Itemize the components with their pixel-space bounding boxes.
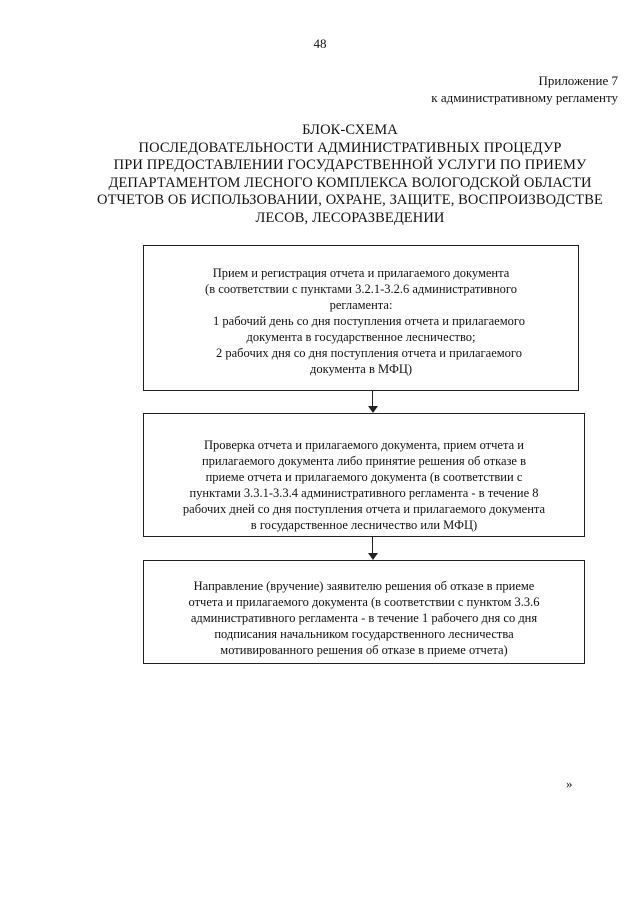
step-text-line: 1 рабочий день со дня поступления отчета и прилагаемого <box>213 314 525 328</box>
step-text-line: подписания начальником государственного лесничества <box>214 627 514 641</box>
flowchart-step-registration <box>143 245 579 391</box>
step-text-line: отчета и прилагаемого документа (в соответствии с пунктом 3.3.6 <box>188 595 540 609</box>
document-title <box>60 122 640 227</box>
step-text-line: приеме отчета и прилагаемого документа (в соответствии с <box>205 470 523 484</box>
step-text-line: административного регламента - в течение 1 рабочего дня со дня <box>190 611 538 625</box>
flow-arrow-down-icon <box>368 537 378 560</box>
step-text-line: мотивированного решения об отказе в приеме отчета) <box>220 643 508 657</box>
flowchart-step-refusal-notice <box>143 560 585 664</box>
step-text-line: документа в государственное лесничество; <box>246 330 476 344</box>
closing-quote-mark: » <box>566 776 573 791</box>
title-line: ПОСЛЕДОВАТЕЛЬНОСТИ АДМИНИСТРАТИВНЫХ ПРОЦЕДУР <box>138 139 562 156</box>
step-text-line: Направление (вручение) заявителю решения об отказе в приеме <box>193 579 535 593</box>
title-line: ДЕПАРТАМЕНТОМ ЛЕСНОГО КОМПЛЕКСА ВОЛОГОДСКОЙ ОБЛАСТИ <box>108 174 592 191</box>
title-line: БЛОК-СХЕМА <box>302 122 398 138</box>
title-line: ПРИ ПРЕДОСТАВЛЕНИИ ГОСУДАРСТВЕННОЙ УСЛУГИ ПО ПРИЕМУ <box>113 157 587 173</box>
step-text-line: рабочих дней со дня поступления отчета и прилагаемого документа <box>182 502 546 516</box>
step-text-line: документа в МФЦ) <box>309 362 413 376</box>
appendix-number: Приложение 7 <box>538 73 618 88</box>
title-line: ЛЕСОВ, ЛЕСОРАЗВЕДЕНИИ <box>255 209 445 226</box>
step-text-line: 2 рабочих дня со дня поступления отчета и прилагаемого <box>215 346 522 360</box>
flowchart-step-verification <box>143 413 585 537</box>
appendix-reference: к административному регламенту <box>431 90 618 105</box>
appendix-header <box>431 72 618 106</box>
page-number: 48 <box>313 36 327 51</box>
step-text-line: Прием и регистрация отчета и прилагаемого документа <box>212 266 510 280</box>
step-text-line: в государственное лесничество или МФЦ) <box>250 518 478 532</box>
step-text-line: (в соответствии с пунктами 3.2.1-3.2.6 административного <box>205 282 517 296</box>
step-text-line: Проверка отчета и прилагаемого документа, прием отчета и <box>204 438 524 452</box>
step-text-line: регламента: <box>329 298 393 312</box>
step-text-line: пунктами 3.3.1-3.3.4 административного регламента - в течение 8 <box>189 486 539 500</box>
title-line: ОТЧЕТОВ ОБ ИСПОЛЬЗОВАНИИ, ОХРАНЕ, ЗАЩИТЕ, ВОСПРОИЗВОДСТВЕ <box>97 192 603 208</box>
step-text-line: прилагаемого документа либо принятие решения об отказе в <box>201 454 527 468</box>
flow-arrow-down-icon <box>368 391 378 413</box>
